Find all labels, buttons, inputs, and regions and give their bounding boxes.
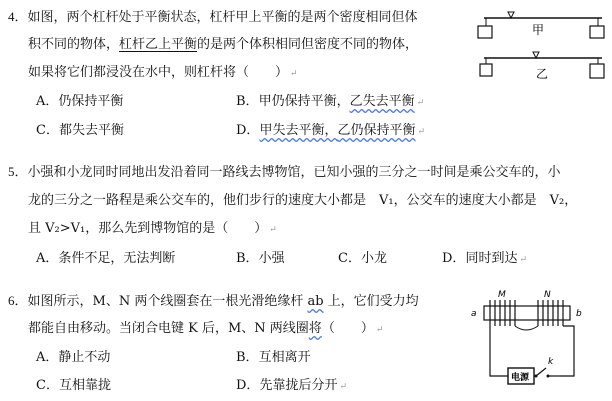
label-m: M	[498, 290, 506, 300]
q5-option-d[interactable]	[442, 250, 527, 269]
return-mark-icon: ↵	[375, 325, 384, 335]
q4-stem-line3: 如果将它们都浸没在水中，则杠杆将（ ）	[28, 65, 289, 80]
q5-stem-line2: 龙的三分之一路程是乘公交车的，他们步行的速度大小都是 V₁，公交车的速度大小都是 V₂，	[28, 193, 578, 208]
label-n: N	[544, 290, 551, 300]
option-text: 静止不动	[58, 350, 111, 365]
q5-line3	[28, 220, 277, 239]
q4-line3	[28, 64, 298, 83]
option-letter: D．	[236, 123, 260, 138]
q4-stem-line2b: 杠杆乙上平衡	[119, 37, 198, 52]
option-letter: B．	[236, 94, 259, 109]
q6-option-c[interactable]	[36, 377, 111, 395]
option-letter: A．	[36, 94, 59, 109]
q4-number: 4．	[8, 9, 28, 24]
q6-number: 6．	[8, 293, 28, 308]
q5-line2	[28, 192, 577, 210]
coil-m	[490, 300, 515, 326]
q5-line1	[8, 163, 561, 182]
option-letter: C．	[36, 378, 59, 393]
option-text-underlined: 乙仍保持平衡	[337, 123, 416, 138]
option-letter: D．	[442, 251, 466, 266]
label-yi: 乙	[536, 67, 549, 81]
q5-option-b[interactable]	[236, 250, 285, 268]
q5-stem-line1: 小强和小龙同时同地出发沿着同一路线去博物馆，已知小强的三分之一时间是乘公交车的，小	[27, 165, 561, 180]
lever-yi	[480, 52, 604, 81]
return-mark-icon: ↵	[416, 98, 425, 108]
label-a: a	[471, 309, 477, 319]
q4-line1	[8, 8, 418, 27]
label-b: b	[576, 309, 582, 319]
return-mark-icon: ↵	[269, 225, 277, 235]
q5-stem-line3: 且 V₂>V₁，那么先到博物馆的是（ ）	[28, 221, 268, 236]
q4-stem-line2a: 积不同的物体，	[28, 37, 120, 52]
q4-line2	[28, 36, 418, 54]
q6-stem-line1c: 上，它们受力均	[323, 294, 419, 309]
lever-jia	[478, 12, 604, 38]
option-text: 互相离开	[258, 350, 311, 365]
q6-stem-line2c: （ ）	[321, 321, 374, 336]
option-letter: B．	[236, 350, 259, 365]
q6-line2	[28, 320, 383, 339]
coil-n	[538, 300, 563, 326]
option-letter: C．	[36, 123, 59, 138]
option-text: 仍保持平衡	[58, 94, 124, 109]
return-mark-icon: ↵	[519, 255, 527, 265]
q4-option-a[interactable]	[36, 93, 123, 111]
insulated-rod	[484, 306, 570, 320]
option-text: 都失去平衡	[58, 123, 124, 138]
option-letter: A．	[36, 350, 59, 365]
q6-option-a[interactable]	[36, 349, 110, 367]
q4-option-c[interactable]	[36, 122, 124, 140]
q4-option-b[interactable]	[236, 93, 424, 112]
return-mark-icon: ↵	[339, 382, 347, 392]
q4-stem-line1: 如图，两个杠杆处于平衡状态，杠杆甲上平衡的是两个密度相同但体	[27, 10, 418, 25]
option-text: 条件不足，无法判断	[58, 251, 176, 266]
option-text: 互相靠拢	[58, 378, 111, 393]
q6-stem-line2a: 都能自由移动。当闭合电键 K 后，M、N 两线圈	[28, 321, 309, 336]
option-letter: C．	[338, 251, 361, 266]
q6-line1	[8, 292, 419, 311]
return-mark-icon: ↵	[290, 69, 298, 79]
option-letter: A．	[36, 251, 59, 266]
q5-option-a[interactable]	[36, 250, 175, 268]
option-text: 同时到达	[465, 251, 518, 266]
q4-lever-figure	[476, 6, 606, 86]
option-text: 小龙	[360, 251, 387, 266]
q4-option-d[interactable]	[236, 122, 425, 141]
source-label: 电源	[511, 373, 530, 383]
option-text-underlined: 甲失去平衡，	[259, 123, 338, 138]
label-jia: 甲	[532, 23, 545, 37]
option-text: 甲仍保持平衡，	[258, 94, 350, 109]
q4-stem-line2c: 的是两个体积相同但密度不同的物体，	[197, 37, 419, 52]
q6-option-d[interactable]	[236, 377, 347, 396]
q6-option-b[interactable]	[236, 349, 311, 367]
return-mark-icon: ↵	[417, 127, 426, 137]
q5-option-c[interactable]	[338, 250, 387, 268]
q6-stem-line2b: 将	[308, 321, 322, 336]
q6-stem-ab: ab	[307, 294, 324, 309]
option-text: 小强	[258, 251, 285, 266]
q5-number: 5．	[8, 164, 28, 179]
option-letter: D．	[236, 378, 260, 393]
q6-coil-circuit-figure	[468, 288, 586, 388]
q6-stem-line1a: 如图所示，M、N 两个线圈套在一根光滑绝缘杆	[27, 294, 308, 309]
option-letter: B．	[236, 251, 259, 266]
option-text: 先靠拢后分开	[259, 378, 338, 393]
switch-k	[536, 368, 546, 376]
label-k: k	[548, 357, 554, 367]
option-text-underlined: 乙失去平衡	[349, 94, 415, 109]
